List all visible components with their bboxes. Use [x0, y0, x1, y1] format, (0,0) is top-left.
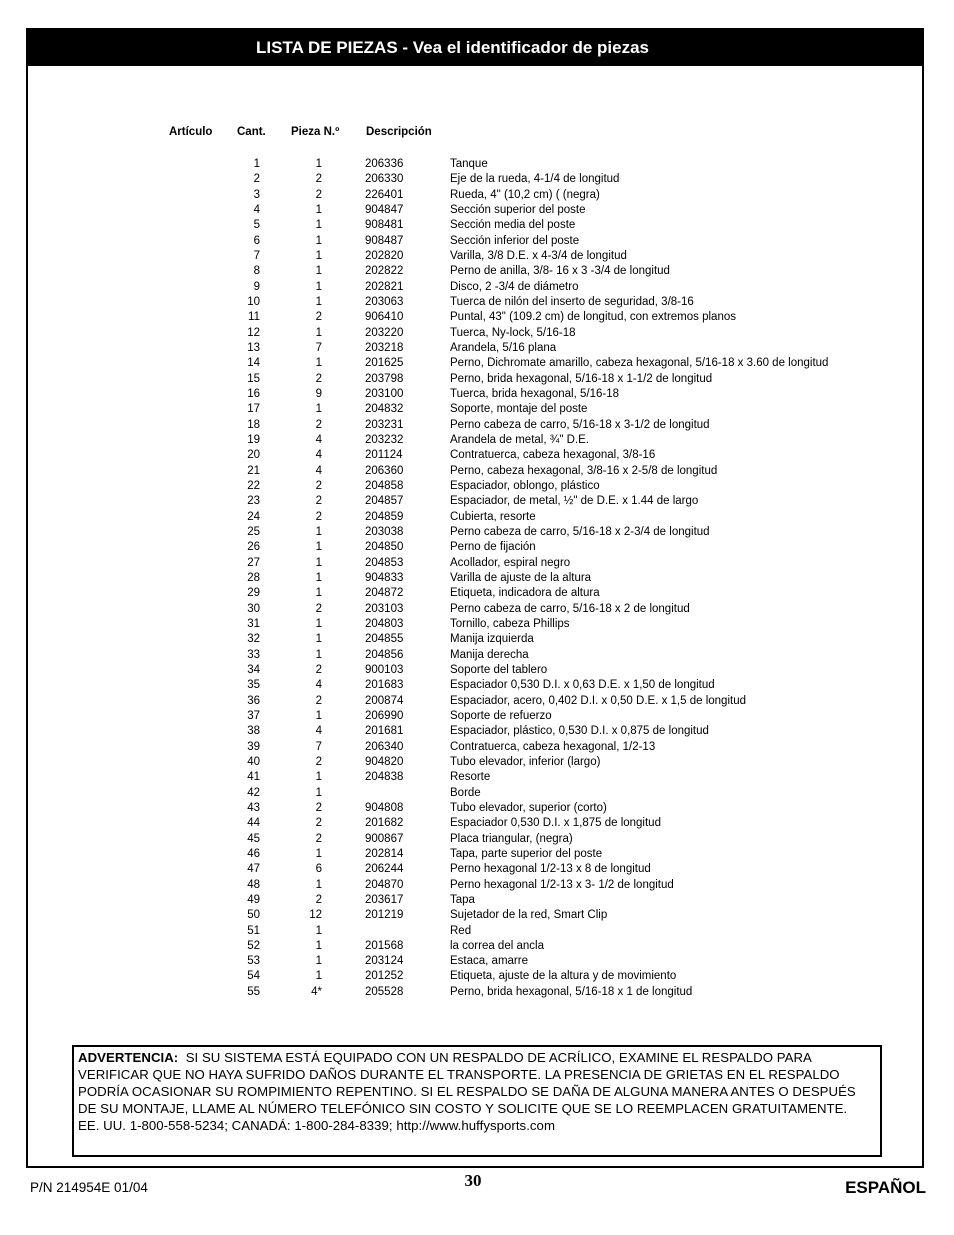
description: Sección superior del poste — [450, 203, 586, 216]
item-number: 42 — [247, 786, 260, 799]
quantity: 2 — [315, 173, 322, 186]
description: Tuerca de nilón del inserto de seguridad, 3/8-16 — [450, 295, 694, 308]
part-number-cell: 204859 — [365, 510, 404, 523]
item-number: 38 — [247, 725, 260, 738]
description: Espaciador, oblongo, plástico — [450, 479, 600, 492]
item-number: 18 — [247, 418, 260, 431]
part-number-cell: 201683 — [365, 679, 404, 692]
description: Perno, Dichromate amarillo, cabeza hexagonal, 5/16-18 x 3.60 de longitud — [450, 357, 829, 370]
quantity: 4 — [315, 464, 322, 477]
item-number: 3 — [253, 188, 260, 201]
description: Perno, cabeza hexagonal, 3/8-16 x 2-5/8 de longitud — [450, 464, 718, 477]
description: Etiqueta, indicadora de altura — [450, 587, 600, 600]
part-number-cell: 201682 — [365, 817, 404, 830]
item-number: 17 — [247, 403, 260, 416]
item-number: 48 — [247, 878, 260, 891]
quantity: 1 — [315, 786, 322, 799]
item-number: 43 — [247, 801, 260, 814]
description: Sección inferior del poste — [450, 234, 580, 247]
column-header-qty: Cant. — [237, 126, 266, 138]
part-number-cell: 203232 — [365, 433, 404, 446]
warning-label: ADVERTENCIA: — [78, 1050, 179, 1065]
quantity: 1 — [315, 403, 322, 416]
description: Contratuerca, cabeza hexagonal, 1/2-13 — [450, 740, 656, 753]
item-number: 47 — [247, 863, 260, 876]
description: Varilla, 3/8 D.E. x 4-3/4 de longitud — [450, 249, 627, 262]
part-number-cell: 200874 — [365, 694, 404, 707]
part-number-cell: 204872 — [365, 587, 404, 600]
part-number-cell: 206336 — [365, 158, 404, 170]
warning-text: SI SU SISTEMA ESTÁ EQUIPADO CON UN RESPALDO DE ACRÍLICO, EXAMINE EL RESPALDO PARA VERIFICAR QUE NO HAYA SUFRIDO DAÑOS DURANTE EL TRANSPORTE. LA PRESENCIA DE GRIETAS EN EL RESPALDO PODRÍA OCASIONAR SU ROMPIMIENTO REPENTINO. SI EL RESPALDO SE DAÑA DE ALGUNA MANERA ANTES O DESPUÉS DE SU MONTAJE, LLAME AL NÚMERO TELEFÓNICO SIN COSTO Y SOLICITE QUE SE LO REEMPLACEN GRATUITAMENTE. — [78, 1050, 856, 1116]
item-number: 6 — [253, 234, 260, 247]
description: Perno, brida hexagonal, 5/16-18 x 1 de longitud — [450, 985, 693, 998]
item-number: 36 — [247, 694, 260, 707]
quantity: 7 — [315, 740, 322, 753]
item-number: 16 — [247, 387, 260, 400]
description: Arandela, 5/16 plana — [450, 341, 557, 354]
quantity: 1 — [315, 203, 322, 216]
quantity: 4 — [315, 449, 322, 462]
item-number: 32 — [247, 633, 260, 646]
quantity: 2 — [315, 510, 322, 523]
quantity: 1 — [315, 525, 322, 538]
warning-box — [72, 1045, 882, 1157]
part-number-cell: 206244 — [365, 863, 404, 876]
page-title: LISTA DE PIEZAS - Vea el identificador de piezas — [28, 30, 922, 66]
part-number-cell: 904847 — [365, 203, 404, 216]
quantity: 1 — [315, 970, 322, 983]
item-number: 14 — [247, 357, 260, 370]
quantity: 2 — [315, 893, 322, 906]
part-number-cell: 204856 — [365, 648, 404, 661]
description: Varilla de ajuste de la altura — [450, 571, 592, 584]
item-number: 13 — [247, 341, 260, 354]
part-number-cell: 206330 — [365, 173, 404, 186]
quantity: 2 — [315, 372, 322, 385]
part-number-cell: 202821 — [365, 280, 404, 293]
quantity: 4* — [311, 985, 322, 998]
part-number-cell: 204832 — [365, 403, 404, 416]
description: Perno de fijación — [450, 541, 536, 554]
column-header-description: Descripción — [366, 126, 432, 138]
part-number-cell: 204870 — [365, 878, 404, 891]
part-number-cell: 201124 — [365, 449, 403, 462]
item-number: 53 — [247, 955, 260, 968]
quantity: 1 — [315, 234, 322, 247]
item-number: 37 — [247, 709, 260, 722]
part-number-cell: 226401 — [365, 188, 404, 201]
part-number-cell: 203231 — [365, 418, 404, 431]
part-number-cell: 203798 — [365, 372, 404, 385]
quantity: 2 — [315, 602, 322, 615]
description: Perno cabeza de carro, 5/16-18 x 2 de longitud — [450, 602, 690, 615]
quantity: 1 — [315, 357, 322, 370]
part-number-cell: 206990 — [365, 709, 404, 722]
description: Eje de la rueda, 4-1/4 de longitud — [450, 173, 620, 186]
description: Perno de anilla, 3/8- 16 x 3 -3/4 de longitud — [450, 265, 670, 278]
part-number-cell: 904820 — [365, 755, 404, 768]
description: Tubo elevador, superior (corto) — [450, 801, 607, 814]
item-number: 44 — [247, 817, 260, 830]
quantity: 1 — [315, 265, 322, 278]
description: Perno, brida hexagonal, 5/16-18 x 1-1/2 de longitud — [450, 372, 713, 385]
description: la correa del ancla — [450, 939, 544, 952]
item-number: 10 — [247, 295, 260, 308]
description: Soporte del tablero — [450, 663, 548, 676]
part-number-cell: 203220 — [365, 326, 404, 339]
quantity: 2 — [315, 479, 322, 492]
part-number-cell: 203103 — [365, 602, 404, 615]
quantity: 1 — [315, 541, 322, 554]
description: Contratuerca, cabeza hexagonal, 3/8-16 — [450, 449, 656, 462]
description: Espaciador 0,530 D.I. x 1,875 de longitud — [450, 817, 661, 830]
quantity: 12 — [309, 909, 322, 922]
item-number: 20 — [247, 449, 260, 462]
item-number: 52 — [247, 939, 260, 952]
language-label: ESPAÑOL — [845, 1178, 926, 1197]
quantity: 4 — [315, 725, 322, 738]
description: Sección media del poste — [450, 219, 576, 232]
warning-contact: EE. UU. 1-800-558-5234; CANADÁ: 1-800-284-8339; http://www.huffysports.com — [78, 1117, 555, 1133]
quantity: 4 — [315, 679, 322, 692]
part-number-cell: 203063 — [365, 295, 404, 308]
quantity: 2 — [315, 663, 322, 676]
quantity: 1 — [315, 939, 322, 952]
part-number-cell: 205528 — [365, 985, 404, 998]
item-number: 46 — [247, 847, 260, 860]
part-number-cell: 904833 — [365, 571, 404, 584]
part-number-cell: 201568 — [365, 939, 404, 952]
quantity: 2 — [315, 188, 322, 201]
item-number: 25 — [247, 525, 260, 538]
item-number: 30 — [247, 602, 260, 615]
quantity: 1 — [315, 924, 322, 937]
item-number: 24 — [247, 510, 260, 523]
part-number-cell: 908487 — [365, 234, 404, 247]
description: Placa triangular, (negra) — [450, 832, 573, 845]
description: Acollador, espiral negro — [450, 556, 571, 569]
item-number: 1 — [253, 158, 260, 170]
quantity: 1 — [315, 571, 322, 584]
part-number-cell: 204803 — [365, 617, 404, 630]
part-number: P/N 214954E 01/04 — [30, 1180, 148, 1195]
quantity: 2 — [315, 495, 322, 508]
description: Manija izquierda — [450, 633, 534, 646]
description: Tuerca, brida hexagonal, 5/16-18 — [450, 387, 619, 400]
description: Cubierta, resorte — [450, 510, 536, 523]
description: Etiqueta, ajuste de la altura y de movimiento — [450, 970, 677, 983]
part-number-cell: 904808 — [365, 801, 404, 814]
quantity: 2 — [315, 694, 322, 707]
description: Soporte, montaje del poste — [450, 403, 588, 416]
item-number: 34 — [247, 663, 260, 676]
part-number-cell: 204858 — [365, 479, 404, 492]
part-number-cell: 204857 — [365, 495, 404, 508]
part-number-cell: 203038 — [365, 525, 404, 538]
quantity: 1 — [315, 249, 322, 262]
description: Tanque — [450, 158, 488, 170]
quantity: 2 — [315, 801, 322, 814]
item-number: 7 — [253, 249, 260, 262]
quantity: 1 — [315, 847, 322, 860]
item-number: 21 — [247, 464, 260, 477]
description: Espaciador, acero, 0,402 D.I. x 0,50 D.E. x 1,5 de longitud — [450, 694, 746, 707]
description: Resorte — [450, 771, 491, 784]
part-number-cell: 206360 — [365, 464, 404, 477]
item-number: 31 — [247, 617, 260, 630]
part-number-cell: 202822 — [365, 265, 404, 278]
quantity: 4 — [315, 433, 322, 446]
description: Espaciador, de metal, ½" de D.E. x 1.44 de largo — [450, 495, 699, 508]
part-number-cell: 201219 — [365, 909, 404, 922]
quantity: 1 — [315, 955, 322, 968]
page-number: 30 — [464, 1171, 482, 1190]
item-number: 39 — [247, 740, 260, 753]
item-number: 26 — [247, 541, 260, 554]
quantity: 2 — [315, 418, 322, 431]
part-number-cell: 204855 — [365, 633, 404, 646]
item-number: 41 — [247, 771, 260, 784]
item-number: 2 — [253, 173, 260, 186]
quantity: 1 — [315, 709, 322, 722]
quantity: 1 — [315, 648, 322, 661]
description: Tornillo, cabeza Phillips — [450, 617, 570, 630]
item-number: 27 — [247, 556, 260, 569]
part-number-cell: 900103 — [365, 663, 404, 676]
item-number: 40 — [247, 755, 260, 768]
description: Soporte de refuerzo — [450, 709, 552, 722]
description: Arandela de metal, ¾" D.E. — [450, 433, 589, 446]
part-number-cell: 203218 — [365, 341, 404, 354]
column-header-part: Pieza N.º — [291, 126, 340, 138]
quantity: 2 — [315, 832, 322, 845]
item-number: 5 — [253, 219, 260, 232]
part-number-cell: 908481 — [365, 219, 404, 232]
item-number: 9 — [253, 280, 260, 293]
description: Tubo elevador, inferior (largo) — [450, 755, 601, 768]
description: Borde — [450, 786, 481, 799]
part-number-cell: 201681 — [365, 725, 404, 738]
quantity: 1 — [315, 326, 322, 339]
description: Tapa — [450, 893, 475, 906]
description: Red — [450, 924, 472, 937]
quantity: 6 — [315, 863, 322, 876]
item-number: 50 — [247, 909, 260, 922]
description: Manija derecha — [450, 648, 529, 661]
item-number: 33 — [247, 648, 260, 661]
part-number-cell: 906410 — [365, 311, 404, 324]
description: Puntal, 43" (109.2 cm) de longitud, con extremos planos — [450, 311, 736, 324]
quantity: 2 — [315, 817, 322, 830]
description: Rueda, 4" (10,2 cm) ( (negra) — [450, 188, 600, 201]
part-number-cell: 201252 — [365, 970, 404, 983]
item-number: 23 — [247, 495, 260, 508]
quantity: 1 — [315, 771, 322, 784]
description: Disco, 2 -3/4 de diámetro — [450, 280, 579, 293]
item-number: 4 — [253, 203, 260, 216]
description: Espaciador 0,530 D.I. x 0,63 D.E. x 1,50 de longitud — [450, 679, 715, 692]
quantity: 1 — [315, 617, 322, 630]
item-number: 22 — [247, 479, 260, 492]
quantity: 1 — [315, 633, 322, 646]
part-number-cell: 201625 — [365, 357, 404, 370]
item-number: 55 — [247, 985, 260, 998]
description: Estaca, amarre — [450, 955, 528, 968]
quantity: 1 — [315, 587, 322, 600]
item-number: 12 — [247, 326, 260, 339]
item-number: 28 — [247, 571, 260, 584]
quantity: 2 — [315, 311, 322, 324]
description: Tapa, parte superior del poste — [450, 847, 603, 860]
item-number: 15 — [247, 372, 260, 385]
item-number: 11 — [248, 311, 260, 324]
quantity: 2 — [315, 755, 322, 768]
item-number: 45 — [247, 832, 260, 845]
quantity: 1 — [315, 878, 322, 891]
quantity: 1 — [315, 295, 322, 308]
part-number-cell: 202814 — [365, 847, 404, 860]
description: Tuerca, Ny-lock, 5/16-18 — [450, 326, 576, 339]
quantity: 1 — [315, 556, 322, 569]
part-number-cell: 202820 — [365, 249, 404, 262]
description: Sujetador de la red, Smart Clip — [450, 909, 608, 922]
part-number-cell: 204850 — [365, 541, 404, 554]
part-number-cell: 203100 — [365, 387, 404, 400]
quantity: 7 — [315, 341, 322, 354]
description: Perno cabeza de carro, 5/16-18 x 2-3/4 de longitud — [450, 525, 710, 538]
quantity: 1 — [315, 219, 322, 232]
part-number-cell: 900867 — [365, 832, 404, 845]
part-number-cell: 206340 — [365, 740, 404, 753]
description: Perno cabeza de carro, 5/16-18 x 3-1/2 de longitud — [450, 418, 710, 431]
item-number: 49 — [247, 893, 260, 906]
part-number-cell: 204838 — [365, 771, 404, 784]
description: Perno hexagonal 1/2-13 x 3- 1/2 de longitud — [450, 878, 674, 891]
quantity: 1 — [315, 158, 322, 170]
item-number: 8 — [253, 265, 260, 278]
description: Perno hexagonal 1/2-13 x 8 de longitud — [450, 863, 651, 876]
item-number: 54 — [247, 970, 260, 983]
description: Espaciador, plástico, 0,530 D.I. x 0,875 de longitud — [450, 725, 709, 738]
item-number: 35 — [247, 679, 260, 692]
item-number: 19 — [247, 433, 260, 446]
quantity: 1 — [315, 280, 322, 293]
part-number-cell: 203617 — [365, 893, 404, 906]
part-number-cell: 204853 — [365, 556, 404, 569]
quantity: 9 — [315, 387, 322, 400]
item-number: 29 — [247, 587, 260, 600]
part-number-cell: 203124 — [365, 955, 404, 968]
column-header-item: Artículo — [169, 126, 213, 138]
item-number: 51 — [247, 924, 260, 937]
